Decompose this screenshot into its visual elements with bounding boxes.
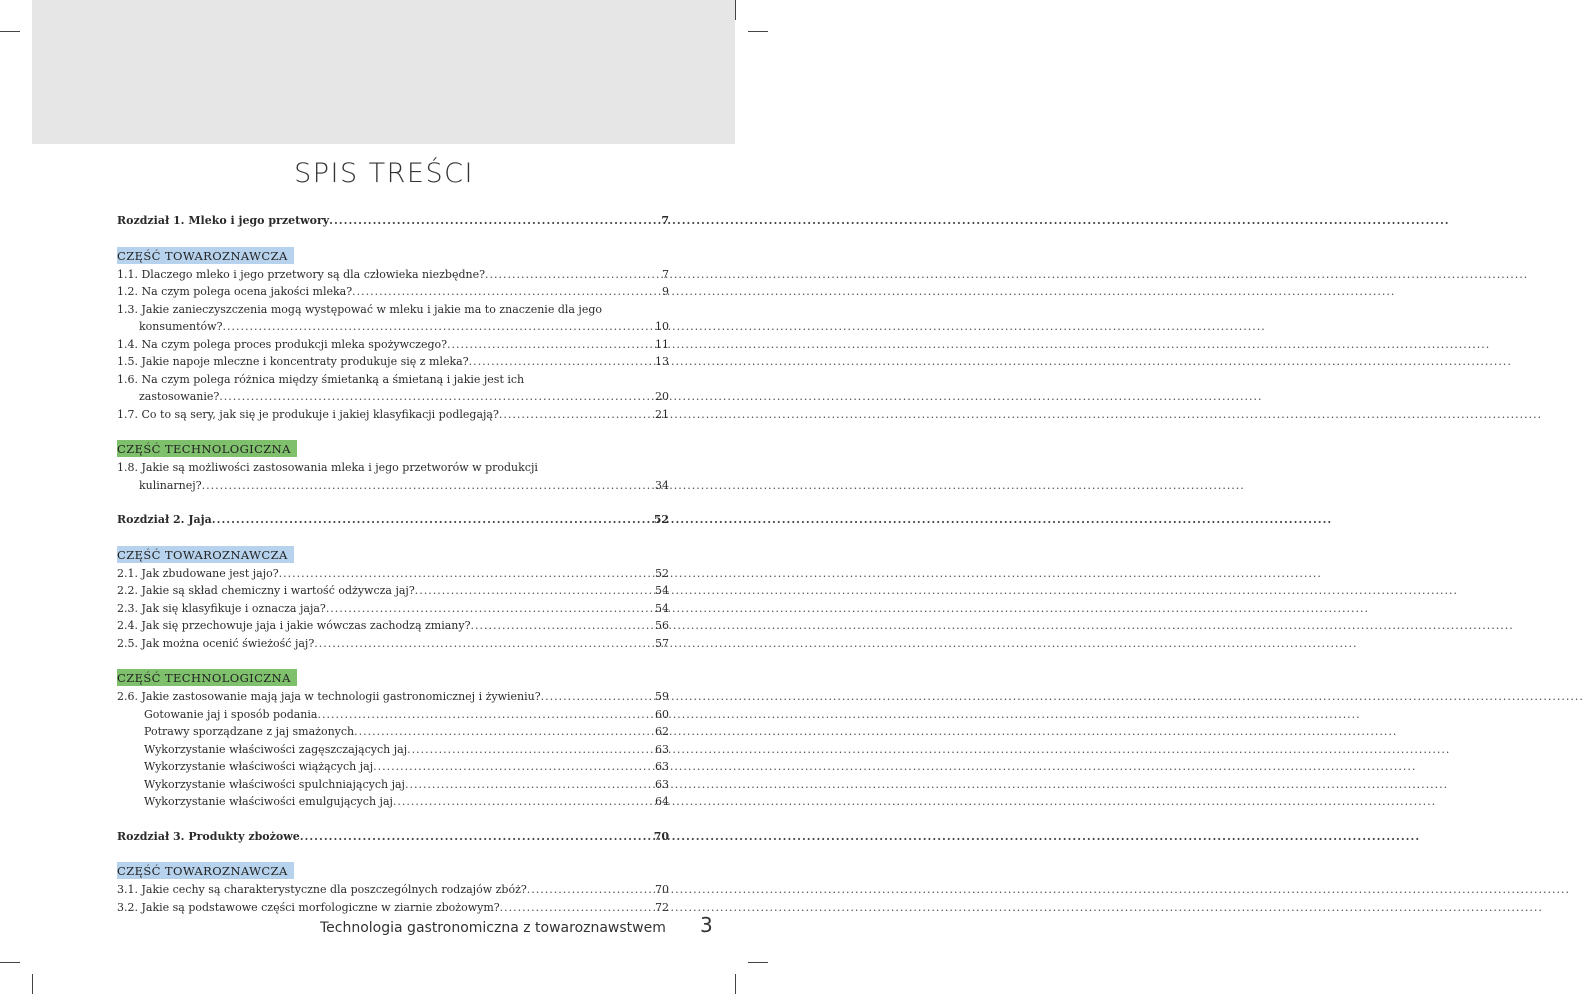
toc-page-number: 13 — [655, 355, 669, 368]
toc-subentry[interactable] — [117, 758, 669, 776]
toc-entry-text: Wykorzystanie właściwości spulchniających jaj — [144, 777, 405, 791]
toc-subentry[interactable] — [117, 793, 669, 811]
toc-section-header — [117, 546, 669, 565]
leader-dots — [222, 318, 652, 336]
toc-subentry[interactable] — [117, 741, 669, 759]
toc-entry-text: 1.2. Na czym polega ocena jakości mleka? — [117, 285, 353, 298]
toc-entry[interactable] — [117, 899, 669, 917]
toc-page-number: 57 — [655, 636, 669, 650]
toc-subentry[interactable] — [117, 776, 669, 794]
toc-entry-text: 1.5. Jakie napoje mleczne i koncentraty produkuje się z mleka? — [117, 355, 469, 368]
toc-entry[interactable] — [117, 881, 669, 899]
leader-dots — [317, 706, 652, 724]
running-footer-title: Technologia gastronomiczna z towaroznawstwem — [320, 920, 666, 936]
leader-dots — [314, 635, 652, 653]
toc-entry[interactable] — [117, 565, 669, 583]
toc-page-number: 11 — [655, 337, 669, 351]
toc-page-number: 63 — [655, 777, 669, 791]
toc-chapter[interactable] — [117, 828, 669, 846]
leader-dots — [202, 477, 652, 495]
page-title: SPIS TREŚCI — [294, 158, 474, 189]
leader-dots — [485, 266, 659, 284]
toc-page-number: 10 — [655, 320, 669, 333]
toc-page-number: 54 — [655, 601, 669, 615]
toc-page-number: 63 — [655, 742, 669, 756]
toc-entry[interactable] — [117, 353, 669, 371]
toc-page-number: 62 — [655, 725, 669, 738]
toc-entry-text: 2.3. Jak się klasyfikuje i oznacza jaja? — [117, 601, 326, 615]
toc-subentry[interactable] — [117, 706, 669, 724]
toc-page-number: 54 — [655, 584, 669, 597]
toc-entry-text: zastosowanie? — [139, 390, 220, 403]
toc-page-number: 63 — [655, 760, 669, 773]
crop-mark — [32, 974, 33, 994]
toc-entry-text: Wykorzystanie właściwości wiążących jaj — [144, 760, 374, 773]
toc-entry[interactable] — [117, 459, 669, 477]
toc-entry-text: 1.6. Na czym polega różnica między śmietanką a śmietaną i jakie jest ich — [117, 372, 525, 386]
toc-entry-text: 2.5. Jak można ocenić świeżość jaj? — [117, 636, 315, 650]
section-label: CZĘŚĆ TOWAROZNAWCZA — [117, 247, 294, 264]
leader-dots — [393, 793, 652, 811]
toc-page-number: 52 — [655, 566, 669, 580]
crop-mark — [748, 31, 768, 32]
toc-page-number: 9 — [662, 285, 669, 298]
toc-page-number: 52 — [653, 513, 669, 526]
leader-dots — [469, 353, 652, 371]
toc-entry[interactable] — [117, 371, 669, 389]
toc-entry-text: 1.3. Jakie zanieczyszczenia mogą występować w mleku i jakie ma to znaczenie dla jego — [117, 302, 603, 316]
toc-page-number: 72 — [655, 900, 669, 914]
toc-entry-continuation[interactable] — [117, 388, 669, 406]
toc-entry-text: Wykorzystanie właściwości emulgujących jaj — [144, 795, 393, 808]
toc-entry[interactable] — [117, 266, 669, 284]
toc-page-number: 34 — [655, 478, 669, 492]
section-label: CZĘŚĆ TOWAROZNAWCZA — [117, 546, 294, 563]
toc-subentry[interactable] — [117, 723, 669, 741]
toc-entry-text: Potrawy sporządzane z jaj smażonych — [144, 725, 355, 738]
toc-entry-text: Rozdział 3. Produkty zbożowe — [117, 829, 300, 843]
toc-page-number: 21 — [655, 407, 669, 421]
leader-dots — [527, 881, 652, 899]
leader-dots — [499, 406, 652, 424]
leader-dots — [415, 582, 652, 600]
section-label: CZĘŚĆ TECHNOLOGICZNA — [117, 669, 297, 686]
header-band — [32, 0, 735, 144]
toc-entry[interactable] — [117, 600, 669, 618]
leader-dots — [471, 617, 652, 635]
leader-dots — [329, 212, 658, 230]
toc-entry-text: Rozdział 2. Jaja — [117, 513, 212, 526]
toc-chapter[interactable] — [117, 511, 669, 529]
toc-page-number: 70 — [653, 829, 669, 843]
leader-dots — [447, 336, 652, 354]
toc-section-header — [117, 862, 669, 881]
toc-entry-text: 2.6. Jakie zastosowanie mają jaja w technologii gastronomicznej i żywieniu? — [117, 690, 541, 703]
section-label: CZĘŚĆ TOWAROZNAWCZA — [117, 862, 294, 879]
toc-entry-text: 2.1. Jak zbudowane jest jajo? — [117, 566, 279, 580]
leader-dots — [500, 899, 652, 917]
toc-entry[interactable] — [117, 301, 669, 319]
leader-dots — [279, 565, 652, 583]
toc-entry-text: Wykorzystanie właściwości zagęszczających jaj — [144, 742, 408, 756]
toc-entry-text: 2.4. Jak się przechowuje jaja i jakie wówczas zachodzą zmiany? — [117, 619, 471, 632]
leader-dots — [219, 388, 652, 406]
leader-dots — [354, 723, 652, 741]
toc-entry-text: 1.7. Co to są sery, jak się je produkuje i jakiej klasyfikacji podlegają? — [117, 407, 499, 421]
toc-entry-text: 3.1. Jakie cechy są charakterystyczne dla poszczególnych rodzajów zbóż? — [117, 883, 527, 896]
toc-entry-continuation[interactable] — [117, 477, 669, 495]
crop-mark — [735, 974, 736, 994]
toc-page-number: 59 — [655, 690, 669, 703]
toc-page-number: 56 — [655, 619, 669, 632]
toc-entry-continuation[interactable] — [117, 318, 669, 336]
toc-entry-text: kulinarnej? — [139, 478, 202, 492]
toc-page-number: 7 — [661, 214, 669, 227]
leader-dots — [212, 511, 651, 529]
crop-mark — [0, 962, 20, 963]
toc-entry-text: 1.8. Jakie są możliwości zastosowania mleka i jego przetworów w produkcji — [117, 461, 538, 474]
leader-dots — [373, 758, 652, 776]
leader-dots — [405, 776, 652, 794]
toc-page-number: 70 — [655, 883, 669, 896]
toc-entry[interactable] — [117, 635, 669, 653]
toc-entry[interactable] — [117, 582, 669, 600]
table-of-contents — [117, 212, 669, 916]
toc-page-number: 7 — [662, 267, 669, 281]
toc-chapter[interactable] — [117, 212, 669, 230]
section-label: CZĘŚĆ TECHNOLOGICZNA — [117, 440, 297, 457]
toc-entry[interactable] — [117, 688, 669, 706]
toc-entry-text: 1.4. Na czym polega proces produkcji mleka spożywczego? — [117, 337, 448, 351]
toc-entry-text: Rozdział 1. Mleko i jego przetwory — [117, 214, 330, 227]
toc-entry[interactable] — [117, 283, 669, 301]
toc-entry-text: Gotowanie jaj i sposób podania — [144, 707, 318, 721]
toc-entry-text: 1.1. Dlaczego mleko i jego przetwory są dla człowieka niezbędne? — [117, 267, 485, 281]
toc-section-header — [117, 669, 669, 688]
crop-mark — [748, 962, 768, 963]
toc-entry[interactable] — [117, 336, 669, 354]
toc-section-header — [117, 247, 669, 266]
toc-page-number: 60 — [655, 707, 669, 721]
toc-entry-text: 3.2. Jakie są podstawowe części morfologiczne w ziarnie zbożowym? — [117, 900, 500, 914]
toc-entry[interactable] — [117, 406, 669, 424]
toc-entry[interactable] — [117, 617, 669, 635]
page-number: 3 — [700, 913, 713, 937]
leader-dots — [407, 741, 652, 759]
leader-dots — [541, 688, 652, 706]
toc-page-number: 64 — [655, 795, 669, 808]
crop-mark — [0, 31, 20, 32]
leader-dots — [326, 600, 652, 618]
crop-mark — [735, 0, 736, 20]
leader-dots — [352, 283, 659, 301]
toc-entry-text: 2.2. Jakie są skład chemiczny i wartość odżywcza jaj? — [117, 584, 415, 597]
toc-page-number: 20 — [655, 390, 669, 403]
toc-entry-text: konsumentów? — [139, 320, 223, 333]
toc-section-header — [117, 440, 669, 459]
leader-dots — [300, 828, 651, 846]
